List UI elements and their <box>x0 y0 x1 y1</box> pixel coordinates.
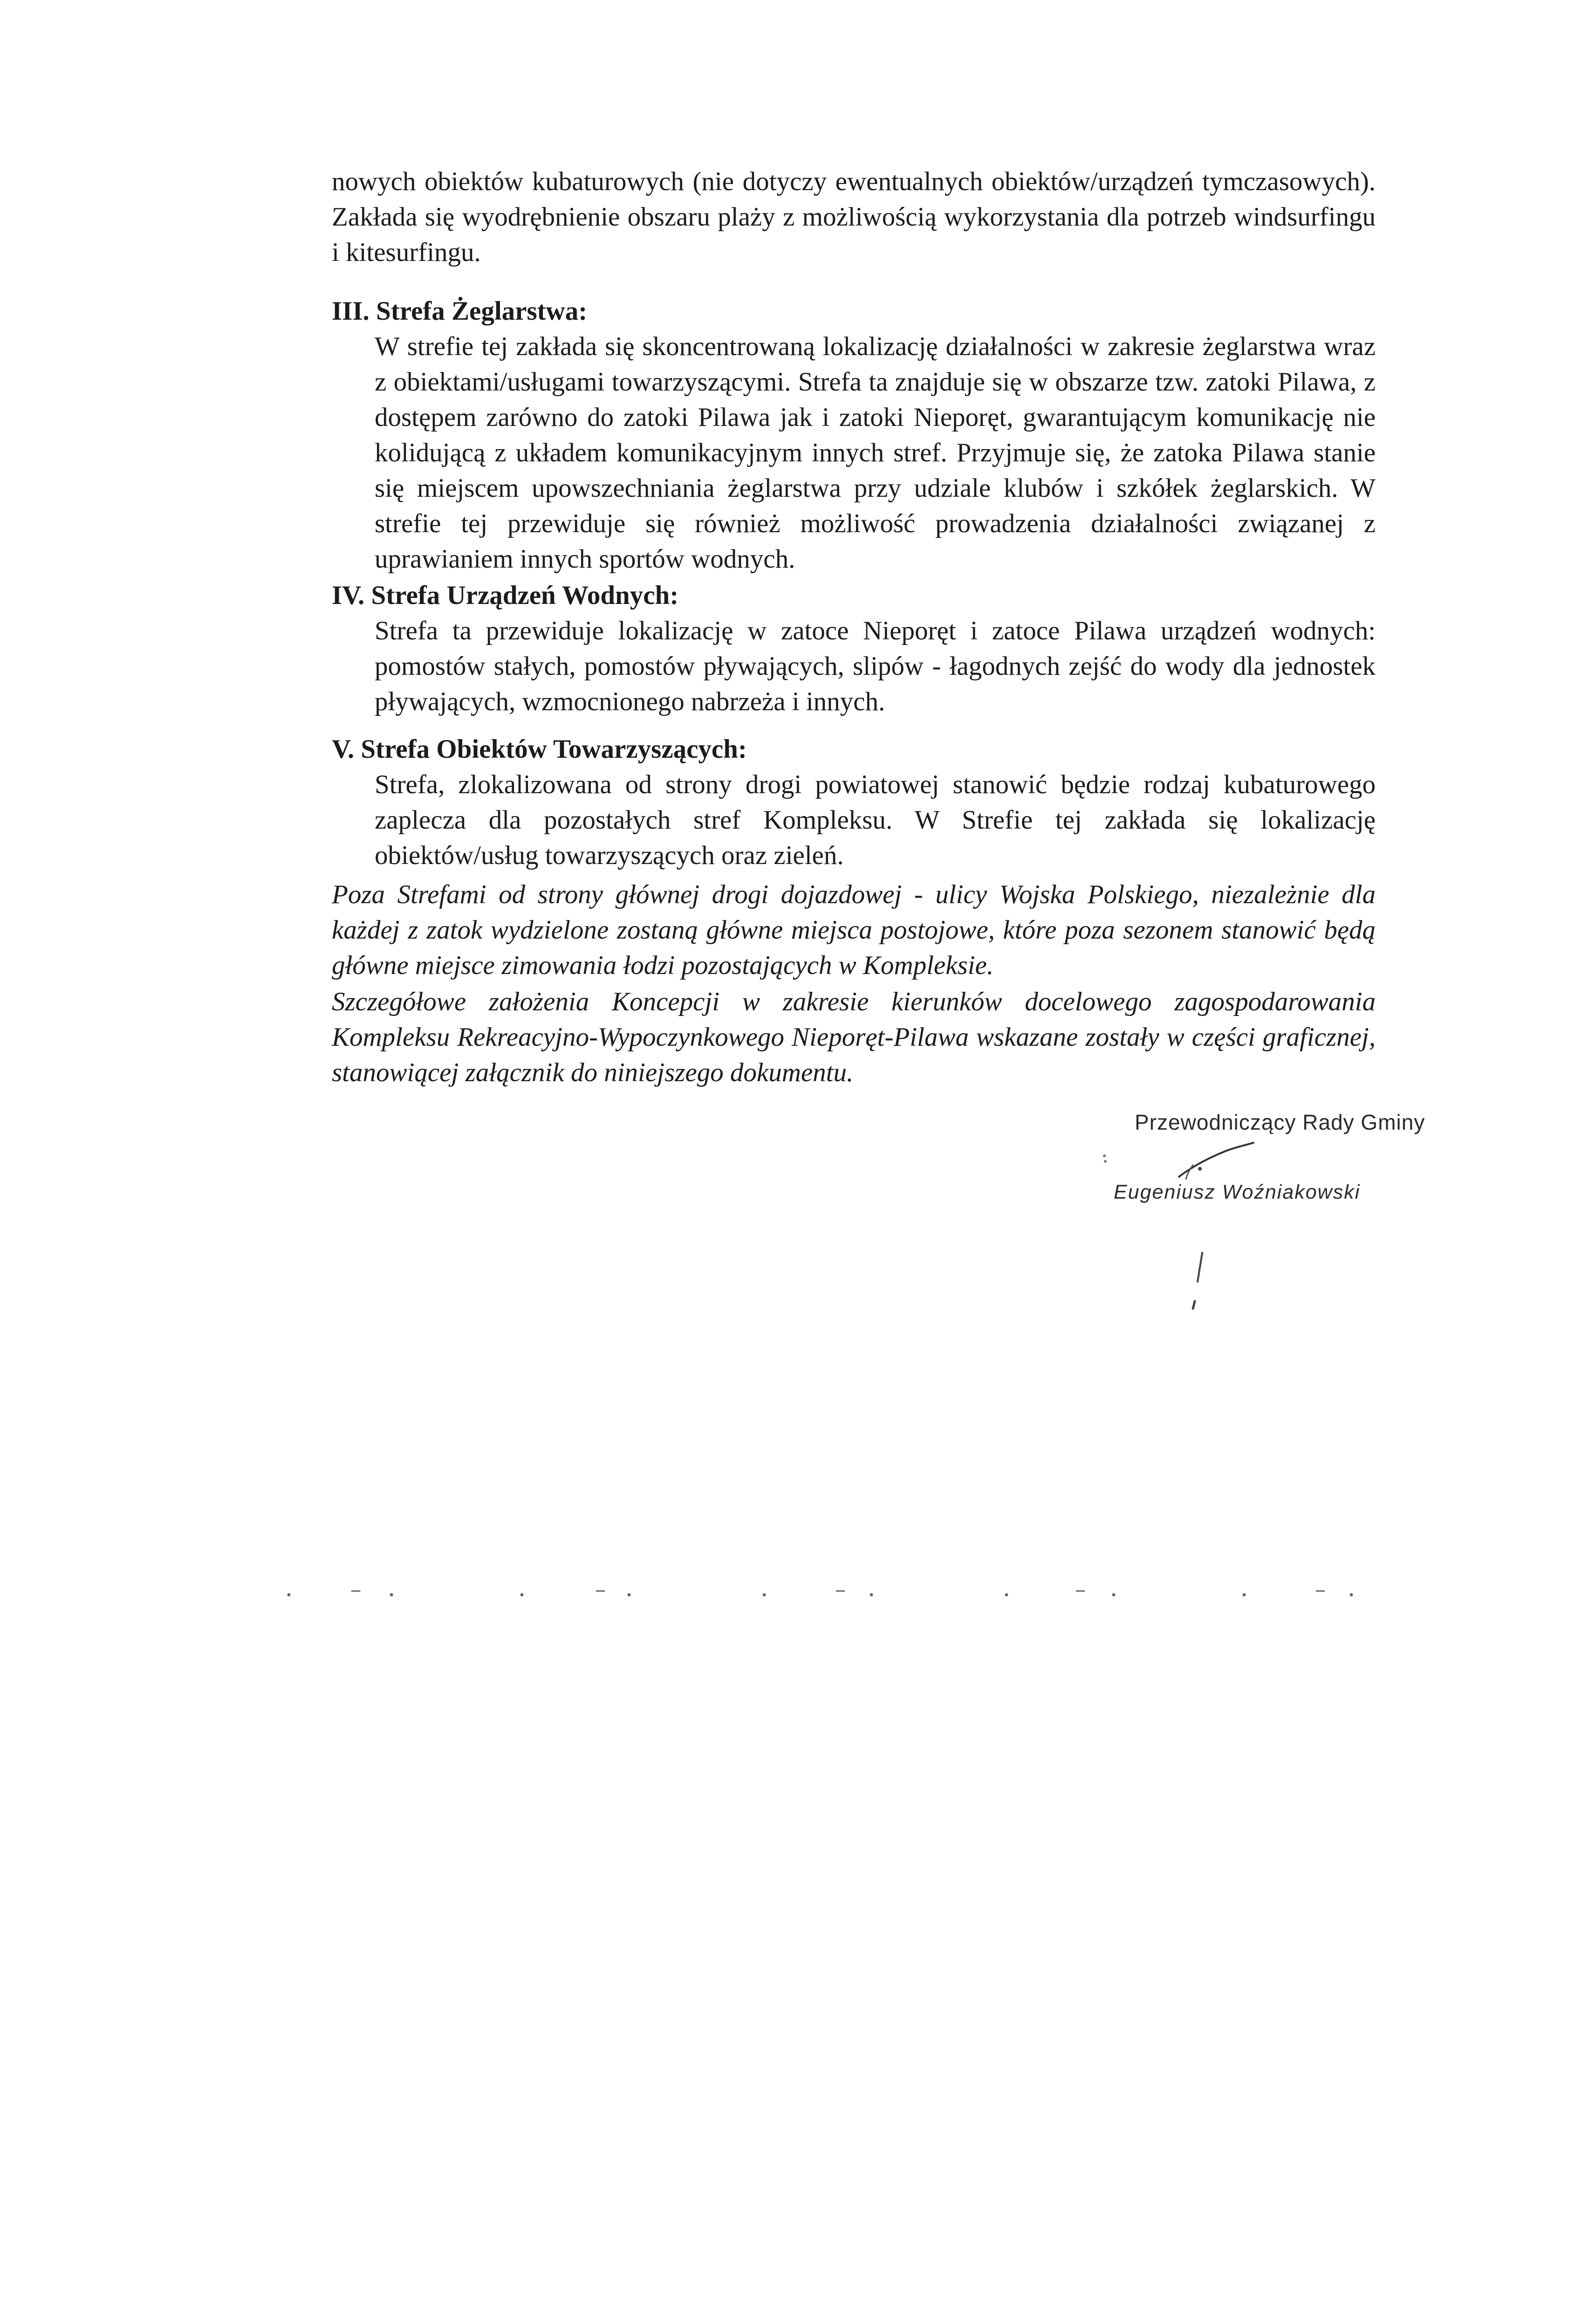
section-heading-urzadzenia-wodne: IV. Strefa Urządzeń Wodnych: <box>332 581 679 610</box>
italic-paragraph-concept: Szczegółowe założenia Koncepcji w zakresie kierunków docelowego zagospodarowania Kompleksu Rekreacyjno-Wypoczynkowego Nieporęt-Pilawa wskazane zostały w części graficznej, stanowiącej załącznik do niniejszego dokumentu. <box>332 987 1376 1087</box>
section-body-obiekty-towarzyszace: Strefa, zlokalizowana od strony drogi powiatowej stanowić będzie rodzaj kubaturowego zaplecza dla pozostałych stref Kompleksu. W Strefie tej zakłada się lokalizację obiektów/usług towarzyszących oraz zieleń. <box>375 770 1376 870</box>
signature-title: Przewodniczący Rady Gminy <box>1135 1110 1425 1134</box>
scan-artifact-marks <box>261 1585 1379 1603</box>
signature-stroke <box>1184 1249 1212 1314</box>
italic-paragraph-parking: Poza Strefami od strony głównej drogi dojazdowej - ulicy Wojska Polskiego, niezależnie dla każdej z zatok wydzielone zostaną główne miejsca postojowe, które poza sezonem stanowić będą główne miejsce zimowania łodzi pozostających w Kompleksie. <box>332 880 1376 980</box>
section-heading-zeglarstwo: III. Strefa Żeglarstwa: <box>332 296 588 326</box>
section-body-zeglarstwo: W strefie tej zakłada się skoncentrowaną lokalizację działalności w zakresie żeglarstwa wraz z obiektami/usługami towarzyszącymi. Strefa ta znajduje się w obszarze tzw. zatoki Pilawa, z dostępem zarówno do zatoki Pilawa jak i zatoki Nieporęt, gwarantującym komunikację nie kolidującą z układem komunikacyjnym innych stref. Przyjmuje się, że zatoka Pilawa stanie się miejscem upowszechniania żeglarstwa przy udziale klubów i szkółek żeglarskich. W strefie tej przewiduje się również możliwość prowadzenia działalności związanej z uprawianiem innych sportów wodnych. <box>375 332 1376 574</box>
section-heading-obiekty-towarzyszace: V. Strefa Obiektów Towarzyszących: <box>332 734 747 764</box>
section-body-urzadzenia-wodne: Strefa ta przewiduje lokalizację w zatoce Nieporęt i zatoce Pilawa urządzeń wodnych: pomostów stałych, pomostów pływających, slipów - łagodnych zejść do wody dla jednostek pływających, wzmocnionego nabrzeża i innych. <box>375 616 1376 716</box>
intro-paragraph: nowych obiektów kubaturowych (nie dotyczy ewentualnych obiektów/urządzeń tymczasowych). Zakłada się wyodrębnienie obszaru plaży z możliwością wykorzystania dla potrzeb windsurfingu i kitesurfingu. <box>332 167 1376 267</box>
signature-name: Eugeniusz Woźniakowski <box>1114 1181 1361 1203</box>
